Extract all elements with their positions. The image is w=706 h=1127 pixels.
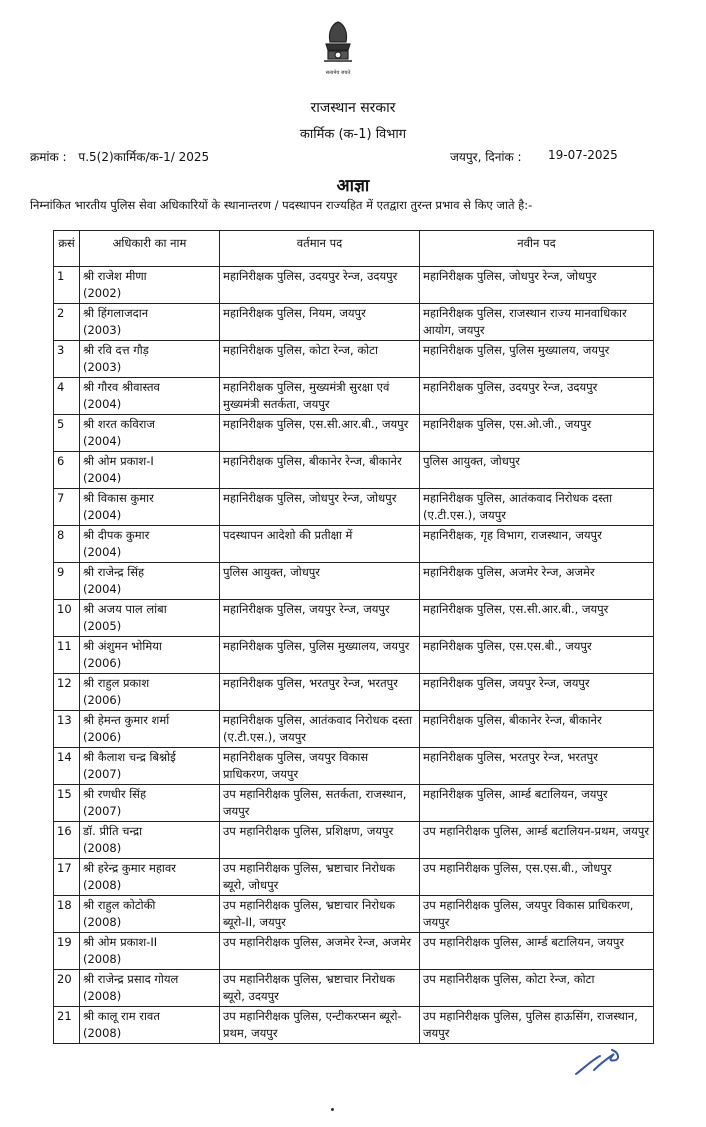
table-row [54,526,654,563]
officer-batch-year: (2008) [83,878,122,892]
row-serial: 20 [54,970,80,1007]
officer-name: श्री अजय पाल लांबा [83,602,167,616]
row-officer-name [80,563,220,600]
row-current-post: महानिरीक्षक पुलिस, एस.सी.आर.बी., जयपुर [220,415,420,452]
table-row [54,563,654,600]
table-row [54,896,654,933]
row-serial: 2 [54,304,80,341]
row-new-post: महानिरीक्षक पुलिस, आर्म्ड बटालियन, जयपुर [420,785,654,822]
officer-name: श्री हिंगलाजदान [83,306,149,320]
officer-batch-year: (2004) [83,397,122,411]
row-current-post: उप महानिरीक्षक पुलिस, अजमेर रेन्ज, अजमेर [220,933,420,970]
table-row [54,637,654,674]
officer-name: श्री गौरव श्रीवास्तव [83,380,160,394]
row-new-post: उप महानिरीक्षक पुलिस, आर्म्ड बटालियन-प्रथम, जयपुर [420,822,654,859]
officer-name: श्री ओम प्रकाश-I [83,454,154,468]
table-row [54,267,654,304]
row-serial: 5 [54,415,80,452]
officer-name: श्री राजेन्द्र सिंह [83,565,145,579]
row-new-post: उप महानिरीक्षक पुलिस, कोटा रेन्ज, कोटा [420,970,654,1007]
row-new-post: महानिरीक्षक पुलिस, एस.एस.बी., जयपुर [420,637,654,674]
department-name: कार्मिक (क-1) विभाग [299,127,407,142]
row-officer-name [80,711,220,748]
row-serial: 18 [54,896,80,933]
row-new-post: महानिरीक्षक पुलिस, आतंकवाद निरोधक दस्ता (ए.टी.एस.), जयपुर [420,489,654,526]
officer-batch-year: (2007) [83,767,122,781]
officer-name: श्री राहुल प्रकाश [83,676,150,690]
officer-batch-year: (2004) [83,582,122,596]
header-officer-name: अधिकारी का नाम [80,231,220,267]
row-officer-name [80,378,220,415]
page-mark [331,1108,334,1111]
row-current-post: महानिरीक्षक पुलिस, कोटा रेन्ज, कोटा [220,341,420,378]
row-current-post: महानिरीक्षक पुलिस, भरतपुर रेन्ज, भरतपुर [220,674,420,711]
officer-name: श्री विकास कुमार [83,491,154,505]
row-officer-name [80,785,220,822]
row-serial: 12 [54,674,80,711]
row-officer-name [80,526,220,563]
officer-name: श्री राजेश मीणा [83,269,147,283]
table-row [54,600,654,637]
row-officer-name [80,674,220,711]
row-current-post: पदस्थापन आदेशो की प्रतीक्षा में [220,526,420,563]
officer-name: श्री शरत कविराज [83,417,155,431]
table-row [54,859,654,896]
table-row [54,822,654,859]
officer-name: श्री दीपक कुमार [83,528,150,542]
order-intro: निम्नांकित भारतीय पुलिस सेवा अधिकारियों के स्थानान्तरण / पदस्थापन राज्यहित में एतद्वारा तुरन्त प्रभाव से किए जाते है:- [30,198,533,212]
row-officer-name [80,341,220,378]
table-row [54,674,654,711]
row-serial: 14 [54,748,80,785]
officer-name: श्री हेमन्त कुमार शर्मा [83,713,170,727]
row-serial: 8 [54,526,80,563]
row-new-post: महानिरीक्षक पुलिस, पुलिस मुख्यालय, जयपुर [420,341,654,378]
officer-name: श्री हरेन्द्र कुमार महावर [83,861,177,875]
officer-batch-year: (2008) [83,952,122,966]
officer-batch-year: (2004) [83,434,122,448]
row-new-post: महानिरीक्षक पुलिस, भरतपुर रेन्ज, भरतपुर [420,748,654,785]
row-current-post: महानिरीक्षक पुलिस, जोधपुर रेन्ज, जोधपुर [220,489,420,526]
header-new-post: नवीन पद [420,231,654,267]
row-current-post: उप महानिरीक्षक पुलिस, सतर्कता, राजस्थान, जयपुर [220,785,420,822]
officer-name: श्री ओम प्रकाश-II [83,935,158,949]
table-row [54,785,654,822]
row-new-post: महानिरीक्षक पुलिस, एस.सी.आर.बी., जयपुर [420,600,654,637]
officer-batch-year: (2004) [83,508,122,522]
row-new-post: महानिरीक्षक, गृह विभाग, राजस्थान, जयपुर [420,526,654,563]
row-current-post: महानिरीक्षक पुलिस, पुलिस मुख्यालय, जयपुर [220,637,420,674]
row-new-post: उप महानिरीक्षक पुलिस, पुलिस हाऊसिंग, राजस्थान, जयपुर [420,1007,654,1044]
row-serial: 19 [54,933,80,970]
row-current-post: महानिरीक्षक पुलिस, उदयपुर रेन्ज, उदयपुर [220,267,420,304]
row-new-post: महानिरीक्षक पुलिस, जयपुर रेन्ज, जयपुर [420,674,654,711]
officer-name: श्री अंशुमन भोमिया [83,639,162,653]
row-officer-name [80,415,220,452]
row-new-post: महानिरीक्षक पुलिस, बीकानेर रेन्ज, बीकानेर [420,711,654,748]
row-new-post: महानिरीक्षक पुलिस, अजमेर रेन्ज, अजमेर [420,563,654,600]
table-header-row [54,231,654,267]
officer-batch-year: (2007) [83,804,122,818]
officer-name: डॉ. प्रीति चन्द्रा [83,824,143,838]
row-serial: 4 [54,378,80,415]
row-serial: 13 [54,711,80,748]
officer-batch-year: (2008) [83,915,122,929]
row-officer-name [80,859,220,896]
officer-batch-year: (2002) [83,286,122,300]
row-serial: 3 [54,341,80,378]
row-officer-name [80,452,220,489]
officer-batch-year: (2006) [83,730,122,744]
row-new-post: महानिरीक्षक पुलिस, एस.ओ.जी., जयपुर [420,415,654,452]
row-serial: 6 [54,452,80,489]
reference-line [30,148,209,165]
ref-number: प.5(2)कार्मिक/क-1/ 2025 [78,150,210,164]
officer-batch-year: (2003) [83,360,122,374]
handwritten-signature-icon [570,1040,630,1080]
table-row [54,933,654,970]
table-row [54,304,654,341]
row-current-post: उप महानिरीक्षक पुलिस, भ्रष्टाचार निरोधक ब्यूरो, जोधपुर [220,859,420,896]
row-new-post: महानिरीक्षक पुलिस, उदयपुर रेन्ज, उदयपुर [420,378,654,415]
officer-batch-year: (2006) [83,693,122,707]
row-serial: 10 [54,600,80,637]
header-current-post: वर्तमान पद [220,231,420,267]
officer-name: श्री राजेन्द्र प्रसाद गोयल [83,972,179,986]
ref-label: क्रमांक : [30,150,67,164]
row-new-post: पुलिस आयुक्त, जोधपुर [420,452,654,489]
row-officer-name [80,896,220,933]
order-date: 19-07-2025 [548,148,618,162]
row-officer-name [80,748,220,785]
row-serial: 16 [54,822,80,859]
row-current-post: उप महानिरीक्षक पुलिस, भ्रष्टाचार निरोधक ब्यूरो, उदयपुर [220,970,420,1007]
officer-batch-year: (2008) [83,989,122,1003]
row-officer-name [80,600,220,637]
row-current-post: उप महानिरीक्षक पुलिस, एन्टीकरप्सन ब्यूरो-प्रथम, जयपुर [220,1007,420,1044]
place-date-label: जयपुर, दिनांक : [450,150,522,164]
row-current-post: महानिरीक्षक पुलिस, जयपुर विकास प्राधिकरण, जयपुर [220,748,420,785]
officer-name: श्री कालू राम रावत [83,1009,160,1023]
order-title: आज्ञा [336,176,370,196]
row-officer-name [80,489,220,526]
row-officer-name [80,304,220,341]
row-current-post: महानिरीक्षक पुलिस, बीकानेर रेन्ज, बीकानेर [220,452,420,489]
row-officer-name [80,822,220,859]
row-serial: 7 [54,489,80,526]
officer-name: श्री राहुल कोटोकी [83,898,156,912]
row-serial: 17 [54,859,80,896]
row-current-post: उप महानिरीक्षक पुलिस, प्रशिक्षण, जयपुर [220,822,420,859]
table-row [54,341,654,378]
government-name: राजस्थान सरकार [310,100,396,116]
row-officer-name [80,1007,220,1044]
table-row [54,748,654,785]
table-row [54,1007,654,1044]
ashoka-emblem-icon [318,14,358,80]
officer-batch-year: (2003) [83,323,122,337]
row-new-post: उप महानिरीक्षक पुलिस, आर्म्ड बटालियन, जयपुर [420,933,654,970]
table-row [54,970,654,1007]
row-serial: 1 [54,267,80,304]
officer-batch-year: (2008) [83,841,122,855]
row-officer-name [80,267,220,304]
row-current-post: महानिरीक्षक पुलिस, नियम, जयपुर [220,304,420,341]
row-current-post: उप महानिरीक्षक पुलिस, भ्रष्टाचार निरोधक ब्यूरो-II, जयपुर [220,896,420,933]
officer-name: श्री रणधीर सिंह [83,787,147,801]
table-row [54,489,654,526]
row-serial: 11 [54,637,80,674]
row-officer-name [80,970,220,1007]
row-current-post: महानिरीक्षक पुलिस, आतंकवाद निरोधक दस्ता (ए.टी.एस.), जयपुर [220,711,420,748]
officer-batch-year: (2004) [83,545,122,559]
row-new-post: उप महानिरीक्षक पुलिस, एस.एस.बी., जोधपुर [420,859,654,896]
transfer-table [53,230,654,1044]
officer-batch-year: (2005) [83,619,122,633]
officer-name: श्री रवि दत्त गौड़ [83,343,149,357]
row-current-post: पुलिस आयुक्त, जोधपुर [220,563,420,600]
officer-name: श्री कैलाश चन्द्र बिश्नोई [83,750,176,764]
officer-batch-year: (2004) [83,471,122,485]
header-serial: क्रसं [54,231,80,267]
row-officer-name [80,933,220,970]
row-current-post: महानिरीक्षक पुलिस, मुख्यमंत्री सुरक्षा एवं मुख्यमंत्री सतर्कता, जयपुर [220,378,420,415]
table-row [54,711,654,748]
table-row [54,452,654,489]
emblem-motto: सत्यमेव जयते [325,70,351,76]
table-row [54,415,654,452]
row-serial: 9 [54,563,80,600]
row-new-post: उप महानिरीक्षक पुलिस, जयपुर विकास प्राधिकरण, जयपुर [420,896,654,933]
row-new-post: महानिरीक्षक पुलिस, जोधपुर रेन्ज, जोधपुर [420,267,654,304]
officer-batch-year: (2008) [83,1026,122,1040]
table-row [54,378,654,415]
row-current-post: महानिरीक्षक पुलिस, जयपुर रेन्ज, जयपुर [220,600,420,637]
row-serial: 15 [54,785,80,822]
row-serial: 21 [54,1007,80,1044]
row-officer-name [80,637,220,674]
row-new-post: महानिरीक्षक पुलिस, राजस्थान राज्य मानवाधिकार आयोग, जयपुर [420,304,654,341]
officer-batch-year: (2006) [83,656,122,670]
